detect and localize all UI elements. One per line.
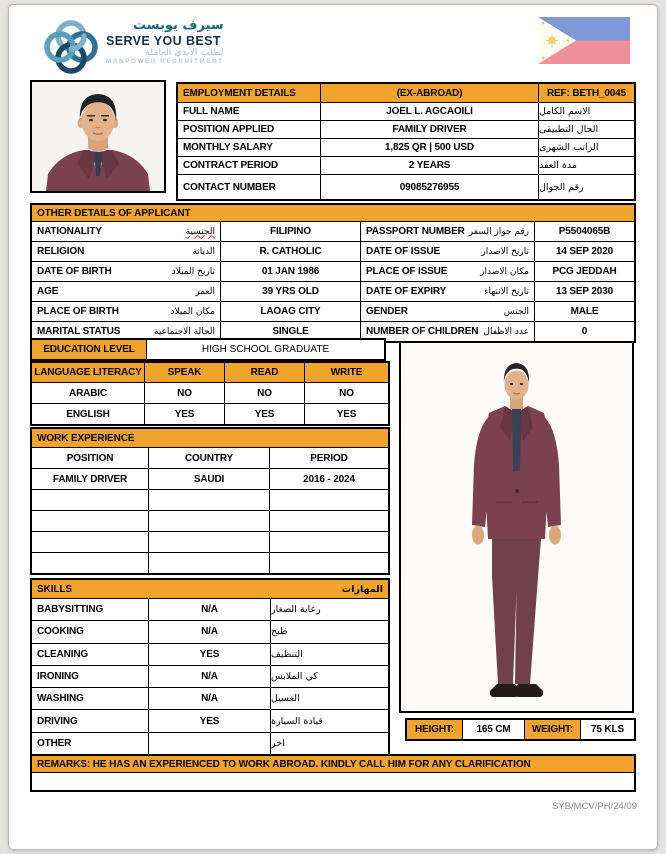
employment-subtitle: (EX-ABROAD) [320, 84, 538, 102]
field-label-arabic: الجنسية [185, 226, 215, 237]
education-value: HIGH SCHOOL GRADUATE [146, 340, 384, 359]
field-label: DATE OF BIRTH [37, 266, 112, 277]
skills-title: SKILLS [37, 583, 72, 595]
field-label-arabic: مكان الاصدار [480, 266, 529, 277]
table-row [178, 174, 634, 199]
work-position [32, 490, 148, 510]
footer-reference: SYB/MCV/PH/24/09 [551, 801, 637, 812]
language-literacy-table [30, 361, 390, 426]
field-label: AGE [37, 286, 59, 297]
field-label: NATIONALITY [37, 226, 102, 237]
education-label: EDUCATION LEVEL [32, 340, 146, 359]
skill-name: WASHING [37, 693, 84, 705]
skill-value: YES [148, 644, 270, 665]
field-value: PCG JEDDAH [534, 262, 634, 281]
work-position [32, 511, 148, 531]
employment-header-row [178, 84, 634, 102]
work-country [148, 553, 269, 573]
logo-tagline: MANPOWER RECRUITMENT [106, 58, 224, 66]
column-header: POSITION [66, 452, 114, 464]
work-country: SAUDI [148, 469, 269, 489]
field-label-arabic: الجنس [503, 306, 529, 317]
table-row [32, 261, 634, 281]
logo-arabic-tagline: لطلب الأيدي العاملة [145, 46, 224, 58]
employment-ref: REF: BETH_0045 [538, 84, 634, 102]
table-row [178, 120, 634, 138]
skills-table [30, 578, 390, 756]
field-value: 01 JAN 1986 [220, 262, 360, 281]
skill-name: DRIVING [37, 715, 78, 727]
field-label: DATE OF ISSUE [366, 246, 440, 257]
weight-value: 75 KLS [580, 720, 634, 739]
skill-name-arabic: اخر [270, 733, 388, 754]
field-label-arabic: رقم الجوال [538, 175, 634, 199]
field-label: PLACE OF ISSUE [366, 266, 448, 277]
work-period [269, 553, 388, 573]
field-value: SINGLE [220, 322, 360, 341]
logo-name: SERVE YOU BEST [106, 33, 221, 48]
field-label: CONTRACT PERIOD [183, 160, 278, 171]
field-value: R. CATHOLIC [220, 242, 360, 261]
field-value: 0 [534, 322, 634, 341]
column-header: WRITE [304, 363, 388, 382]
applicant-full-body-photo [399, 341, 634, 713]
work-experience-table [30, 427, 390, 575]
work-header-row [32, 447, 388, 468]
skill-name-arabic: رعاية الصغار [270, 599, 388, 620]
column-header: PERIOD [269, 448, 388, 468]
column-header: COUNTRY [148, 448, 269, 468]
table-row [32, 598, 388, 620]
field-label: FULL NAME [183, 106, 240, 117]
table-row [32, 281, 634, 301]
field-label-arabic: تاريخ الميلاد [171, 266, 215, 277]
column-header: SPEAK [144, 363, 224, 382]
field-label: DATE OF EXPIRY [366, 286, 447, 297]
field-label-arabic: عدد الاطفال [483, 326, 529, 337]
work-period [269, 532, 388, 552]
logo-arabic-name: سيرف يوبست [132, 18, 224, 33]
field-label-arabic: الديانة [192, 246, 215, 257]
field-label-arabic: الحالة الاجتماعية [154, 326, 215, 337]
employment-title: EMPLOYMENT DETAILS [183, 87, 296, 99]
skill-name: COOKING [37, 626, 84, 638]
work-country [148, 532, 269, 552]
skill-value: YES [148, 710, 270, 731]
field-label-arabic: الراتب الشهرى [538, 139, 634, 156]
applicant-headshot-photo [30, 80, 166, 193]
skill-name-arabic: الغسيل [270, 688, 388, 709]
column-header: LANGUAGE LITERACY [34, 367, 142, 378]
table-row [32, 687, 388, 709]
field-label: POSITION APPLIED [183, 124, 275, 135]
table-row [32, 510, 388, 531]
table-row [32, 489, 388, 510]
education-level-table [30, 338, 386, 361]
table-row [178, 102, 634, 120]
skills-title-arabic: المهارات [341, 583, 383, 595]
table-row [178, 138, 634, 156]
work-experience-title: WORK EXPERIENCE [32, 429, 388, 447]
field-label-arabic: الاسم الكامل [538, 103, 634, 120]
philippines-flag-icon [538, 17, 630, 64]
field-value: 09085276955 [320, 175, 538, 199]
table-row [32, 403, 388, 424]
table-row [32, 732, 388, 754]
field-value: MALE [534, 302, 634, 321]
skill-name-arabic: كي الملابس [270, 666, 388, 687]
table-row [32, 620, 388, 642]
weight-label: WEIGHT: [524, 720, 580, 739]
field-value: FILIPINO [220, 222, 360, 241]
skill-name: BABYSITTING [37, 604, 104, 616]
work-position [32, 532, 148, 552]
field-label-arabic: رقم جواز السفر [468, 226, 529, 237]
work-period [269, 511, 388, 531]
field-value: 14 SEP 2020 [534, 242, 634, 261]
table-row [32, 382, 388, 403]
field-label: MONTHLY SALARY [183, 142, 273, 153]
column-header: READ [224, 363, 304, 382]
skills-title-bar [32, 580, 388, 598]
table-row [32, 552, 388, 573]
language-speak: YES [144, 404, 224, 424]
language-header-row [32, 363, 388, 382]
language-name: ENGLISH [66, 408, 110, 420]
table-row [32, 643, 388, 665]
company-logo-text [106, 19, 224, 65]
height-label: HEIGHT: [407, 720, 462, 739]
language-read: NO [224, 383, 304, 403]
work-country [148, 490, 269, 510]
field-value: 39 YRS OLD [220, 282, 360, 301]
field-label: PASSPORT NUMBER [366, 226, 465, 237]
field-label: NUMBER OF CHILDREN [366, 326, 479, 337]
field-label: GENDER [366, 306, 408, 317]
field-label-arabic: مكان الميلاد [170, 306, 215, 317]
height-value: 165 CM [462, 720, 524, 739]
work-period [269, 490, 388, 510]
skill-value: N/A [148, 666, 270, 687]
table-row [32, 531, 388, 552]
table-row [32, 221, 634, 241]
remarks-text: REMARKS: HE HAS AN EXPERIENCED TO WORK ABROAD. KINDLY CALL HIM FOR ANY CLARIFICATION [32, 756, 634, 772]
field-value: 2 YEARS [320, 157, 538, 174]
skill-value: N/A [148, 621, 270, 642]
field-label-arabic: مدة العقد [538, 157, 634, 174]
language-read: YES [224, 404, 304, 424]
skill-name: CLEANING [37, 648, 89, 660]
table-row [32, 301, 634, 321]
skill-name-arabic: طبخ [270, 621, 388, 642]
skill-value: N/A [148, 688, 270, 709]
field-label: RELIGION [37, 246, 85, 257]
language-speak: NO [144, 383, 224, 403]
language-name: ARABIC [69, 387, 107, 399]
field-value: JOEL L. AGCAOILI [320, 103, 538, 120]
table-row [32, 665, 388, 687]
skill-name: IRONING [37, 671, 79, 683]
table-row [32, 241, 634, 261]
language-write: NO [304, 383, 388, 403]
field-label-arabic: تاريخ الانتهاء [484, 286, 529, 297]
work-period: 2016 - 2024 [269, 469, 388, 489]
skill-value: N/A [148, 599, 270, 620]
remarks-section [30, 754, 636, 792]
skill-name-arabic: التنظيف [270, 644, 388, 665]
work-position [32, 553, 148, 573]
field-label-arabic: تاريخ الاصدار [481, 246, 529, 257]
table-row [32, 468, 388, 489]
skill-name-arabic: قيادة السيارة [270, 710, 388, 731]
field-value: 1,825 QR | 500 USD [320, 139, 538, 156]
skill-name: OTHER [37, 737, 72, 749]
skill-value [148, 733, 270, 754]
field-label-arabic: العمر [195, 286, 215, 297]
field-value: 13 SEP 2030 [534, 282, 634, 301]
field-label: CONTACT NUMBER [183, 181, 276, 193]
work-country [148, 511, 269, 531]
other-details-table [30, 203, 636, 343]
field-value: FAMILY DRIVER [320, 121, 538, 138]
field-label-arabic: الحال التطبيقى [538, 121, 634, 138]
field-label: MARITAL STATUS [37, 326, 121, 337]
remarks-empty-row [32, 772, 634, 790]
field-label: PLACE OF BIRTH [37, 306, 119, 317]
language-write: YES [304, 404, 388, 424]
company-logo-icon [42, 18, 100, 76]
work-position: FAMILY DRIVER [52, 473, 128, 485]
employment-details-table [176, 82, 636, 201]
table-row [178, 156, 634, 174]
field-value: P5504065B [534, 222, 634, 241]
other-details-title: OTHER DETAILS OF APPLICANT [32, 205, 634, 221]
field-value: LAOAG CITY [220, 302, 360, 321]
physique-bar [405, 718, 636, 741]
table-row [32, 709, 388, 731]
